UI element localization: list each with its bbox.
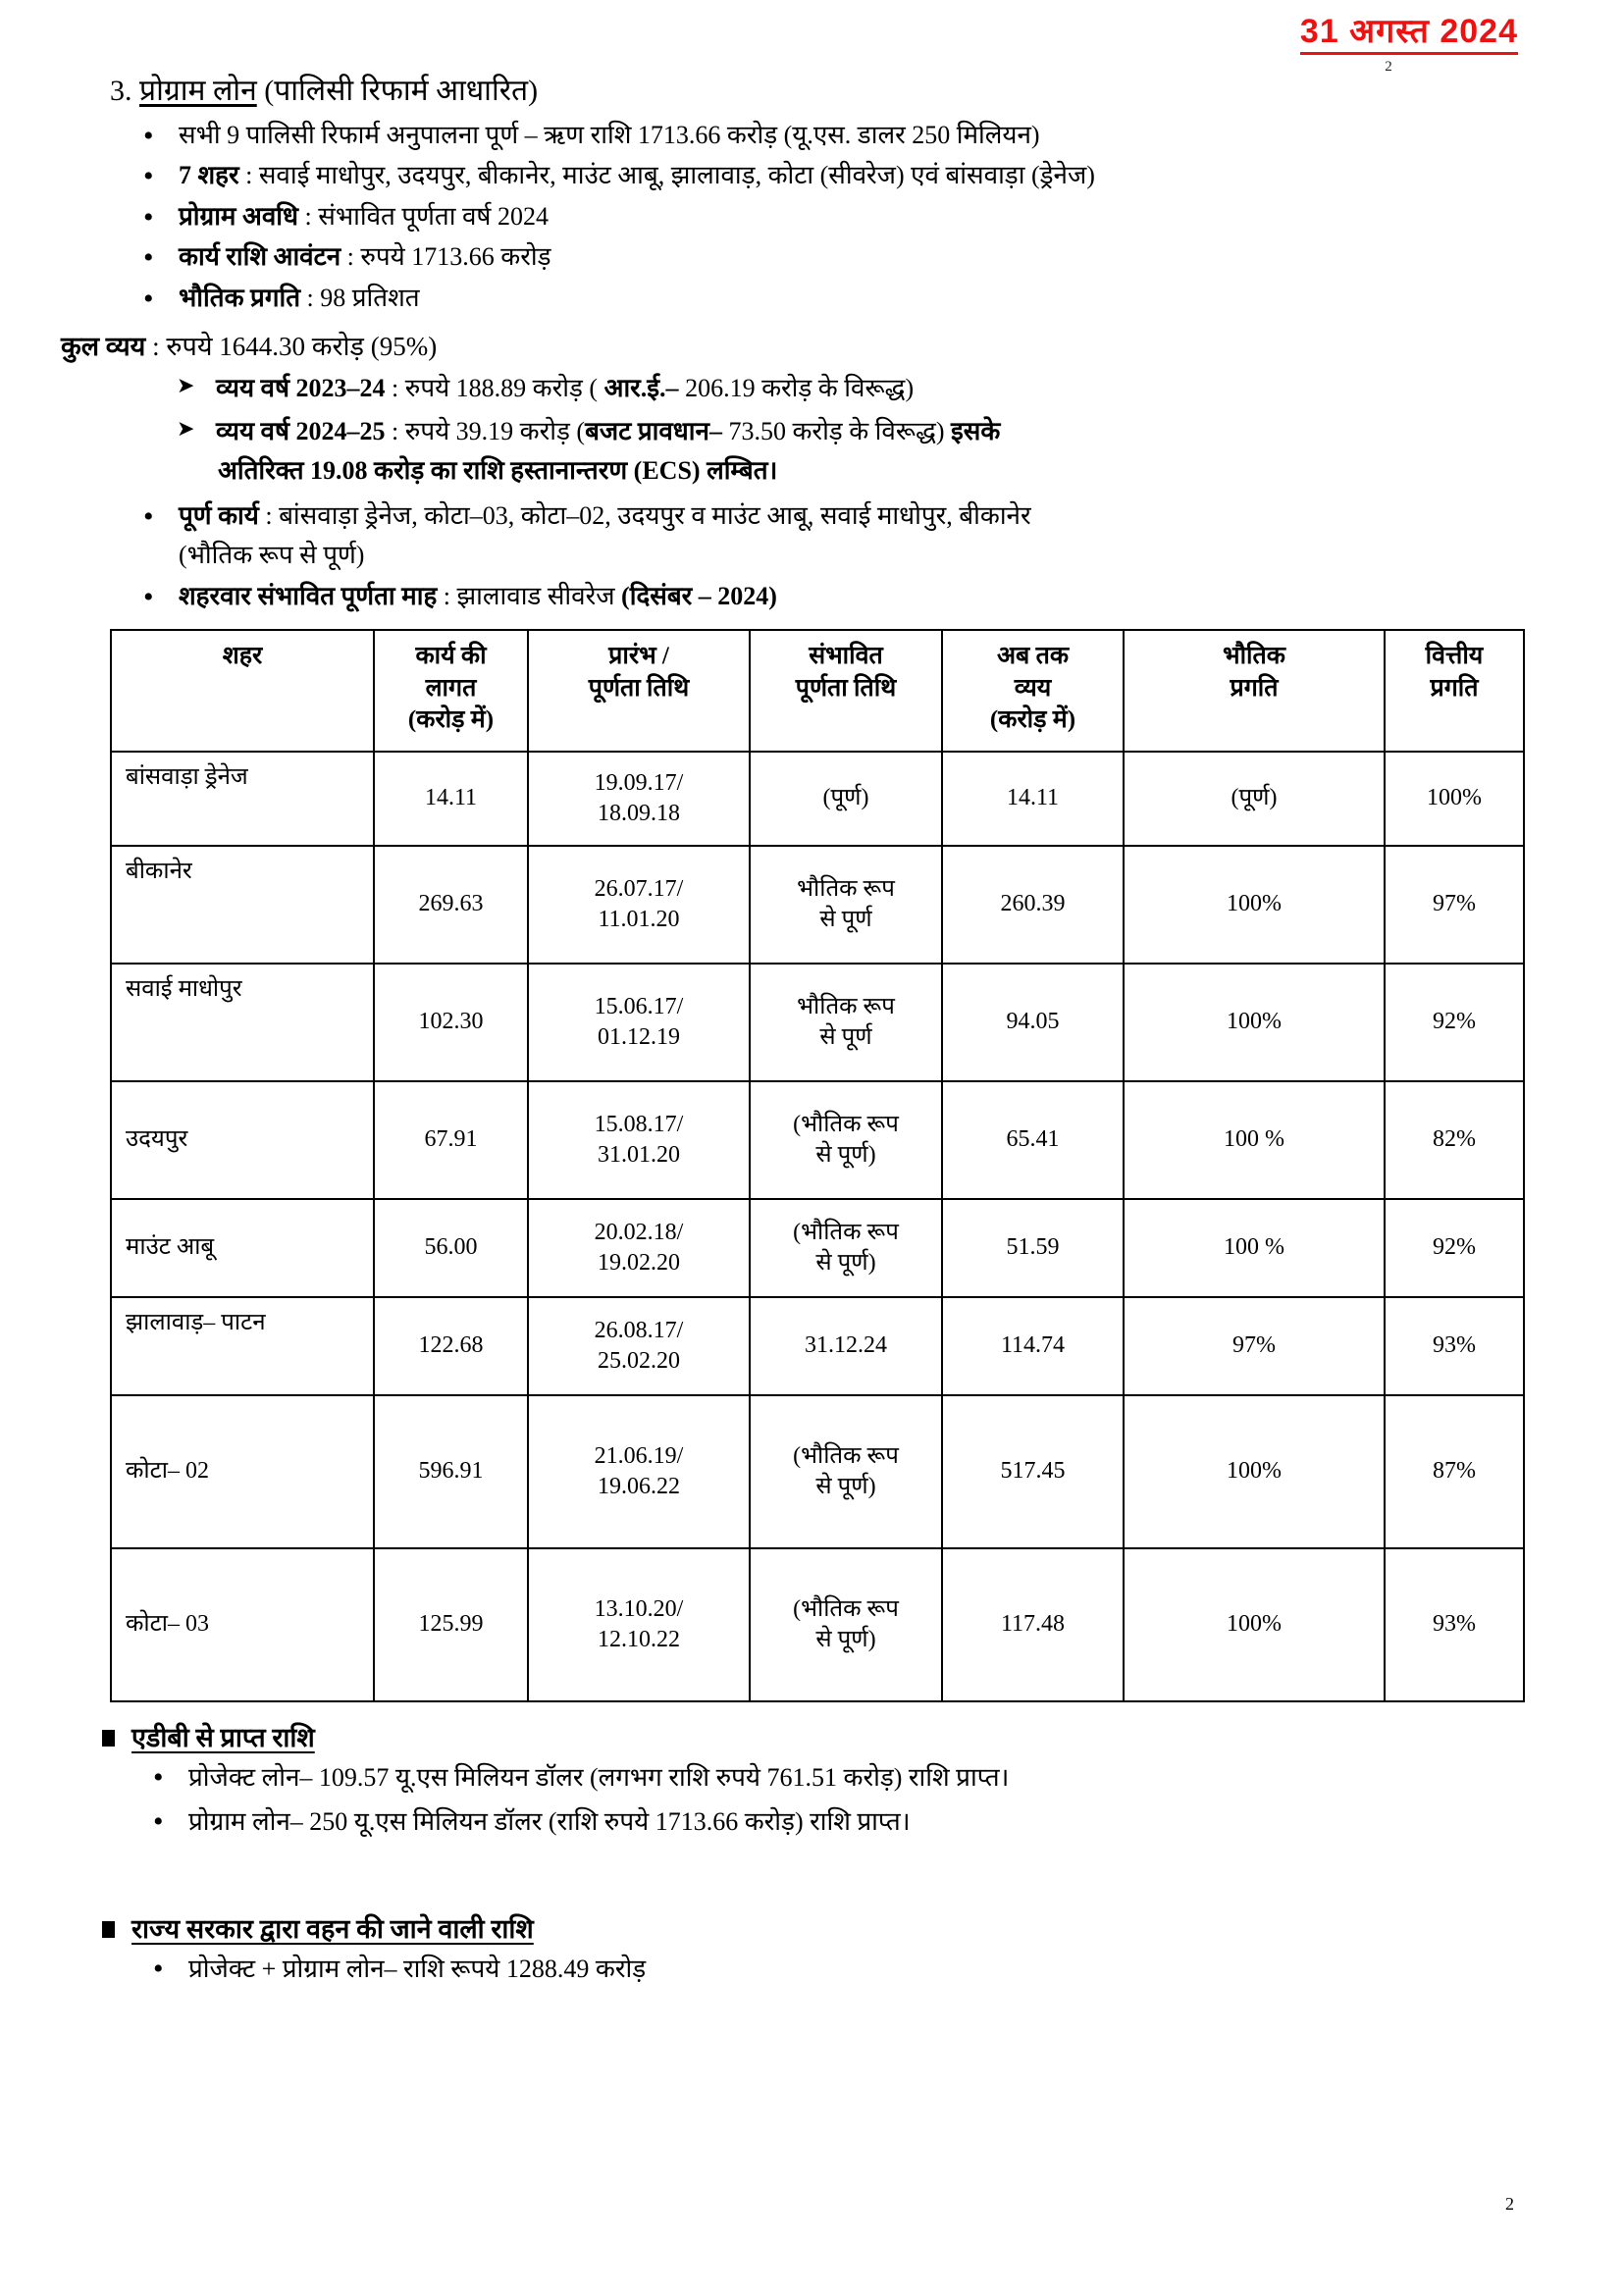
cell-physical: 100%	[1124, 846, 1385, 964]
cell-line: 12.10.22	[598, 1627, 680, 1653]
list-item	[135, 279, 1624, 318]
cell-cost: 56.00	[374, 1199, 528, 1297]
table-row	[111, 752, 1524, 846]
footer-heading-adb	[98, 1718, 1624, 1754]
cell-line: से पूर्ण)	[815, 1250, 876, 1277]
cell-cost: 596.91	[374, 1395, 528, 1548]
cell-spent: 51.59	[942, 1199, 1124, 1297]
state-share-list	[0, 1950, 1624, 1988]
list-item	[135, 197, 1624, 236]
cell-expected	[750, 752, 942, 846]
cell-line: भौतिक रूप	[797, 875, 895, 902]
column-header-city	[111, 630, 374, 752]
bullet-text: : संभावित पूर्णता वर्ष 2024	[298, 201, 549, 231]
bullet-label: 7 शहर	[179, 161, 239, 190]
bullet-label: पूर्ण कार्य	[179, 501, 259, 531]
cell-line: (पूर्ण)	[822, 785, 869, 811]
year-expense-list	[0, 369, 1624, 492]
cell-cost: 14.11	[374, 752, 528, 846]
cell-cost: 125.99	[374, 1548, 528, 1701]
cell-city: कोटा– 03	[111, 1548, 374, 1701]
table-row	[111, 846, 1524, 964]
cell-line: भौतिक रूप	[797, 993, 895, 1019]
cell-line: से पूर्ण	[819, 907, 872, 933]
cell-cost: 67.91	[374, 1081, 528, 1199]
table-row	[111, 1395, 1524, 1548]
column-header-spent	[942, 630, 1124, 752]
total-expense-line	[61, 327, 1624, 367]
cell-line: (भौतिक रूप	[793, 1111, 899, 1137]
cell-financial: 92%	[1385, 964, 1524, 1081]
total-expense-label: कुल व्यय	[61, 332, 146, 362]
cell-physical: (पूर्ण)	[1124, 752, 1385, 846]
column-header-expected-date	[750, 630, 942, 752]
bullet-label: प्रोग्राम अवधि	[179, 201, 299, 231]
cell-financial: 97%	[1385, 846, 1524, 964]
column-header-start-end-date	[528, 630, 750, 752]
year-expense-continuation: अतिरिक्त 19.08 करोड़ का राशि हस्तानान्तरण (ECS) लम्बित।	[218, 456, 778, 486]
year-expense-label: व्यय वर्ष 2024–25	[216, 416, 386, 445]
cell-financial: 82%	[1385, 1081, 1524, 1199]
table-row	[111, 964, 1524, 1081]
cell-financial: 100%	[1385, 752, 1524, 846]
header-line: पूर्णता तिथि	[795, 674, 897, 702]
cell-physical: 100 %	[1124, 1199, 1385, 1297]
cell-expected	[750, 1548, 942, 1701]
cell-line: से पूर्ण)	[815, 1627, 876, 1653]
bullet-text: : झालावाड सीवरेज	[437, 581, 622, 610]
footer-heading-state-share	[98, 1909, 1624, 1946]
table-row	[111, 1297, 1524, 1395]
cell-expected	[750, 1395, 942, 1548]
cell-line: 26.07.17/	[594, 875, 684, 902]
footer-sections	[0, 1718, 1624, 1988]
cell-cost: 122.68	[374, 1297, 528, 1395]
cell-spent: 117.48	[942, 1548, 1124, 1701]
progress-table-wrapper	[110, 629, 1523, 1702]
cell-line: 19.02.20	[598, 1250, 680, 1277]
cell-financial: 93%	[1385, 1548, 1524, 1701]
bullet-text: : रुपये 1713.66 करोड़	[341, 242, 551, 272]
cell-line: 31.12.24	[805, 1332, 887, 1359]
cell-line: 18.09.18	[598, 801, 680, 827]
cell-line: 01.12.19	[598, 1024, 680, 1051]
table-row	[111, 1081, 1524, 1199]
header-line: कार्य की	[415, 643, 487, 670]
cell-line: से पूर्ण	[819, 1024, 872, 1051]
document-content	[0, 73, 1624, 1994]
cell-start-end	[528, 1548, 750, 1701]
year-expense-text-1: : रुपये 39.19 करोड़ (	[385, 416, 586, 445]
cell-line: (भौतिक रूप	[793, 1219, 899, 1245]
header-line: (करोड़ में)	[407, 706, 495, 734]
cell-spent: 114.74	[942, 1297, 1124, 1395]
year-expense-label: व्यय वर्ष 2023–24	[216, 373, 386, 402]
cell-physical: 100%	[1124, 964, 1385, 1081]
cell-financial: 92%	[1385, 1199, 1524, 1297]
cell-physical: 100%	[1124, 1395, 1385, 1548]
bullet-label: भौतिक प्रगति	[179, 283, 301, 312]
list-item	[173, 412, 1624, 492]
cell-start-end	[528, 752, 750, 846]
footer-page-number: 2	[1505, 2194, 1514, 2214]
cell-line: 15.08.17/	[594, 1111, 684, 1137]
cell-financial: 87%	[1385, 1395, 1524, 1548]
list-item	[135, 496, 1624, 574]
cell-start-end	[528, 1199, 750, 1297]
column-header-financial-progress	[1385, 630, 1524, 752]
header-line: अब तक	[996, 643, 1070, 670]
bullet-label: शहरवार संभावित पूर्णता माह	[179, 581, 438, 610]
cell-line: से पूर्ण)	[815, 1142, 876, 1169]
year-expense-bold-1: आर.ई.–	[603, 373, 679, 402]
cell-line: (भौतिक रूप	[793, 1595, 899, 1622]
header-line: व्यय	[1014, 674, 1052, 702]
cell-city: कोटा– 02	[111, 1395, 374, 1548]
cell-line: 20.02.18/	[594, 1219, 684, 1245]
cell-spent: 14.11	[942, 752, 1124, 846]
list-item: • प्रोग्राम लोन– 250 यू.एस मिलियन डॉलर (राशि रुपये 1713.66 करोड़) राशि प्राप्त।	[147, 1802, 1624, 1841]
header-date: 31 अगस्त 2024	[1300, 14, 1518, 55]
cell-spent: 65.41	[942, 1081, 1124, 1199]
footer-heading-text: राज्य सरकार द्वारा वहन की जाने वाली राशि	[131, 1914, 534, 1945]
header-line: प्रारंभ /	[608, 643, 669, 670]
column-header-cost	[374, 630, 528, 752]
bullet-text: : बांसवाड़ा ड्रेनेज, कोटा–03, कोटा–02, उदयपुर व माउंट आबू, सवाई माधोपुर, बीकानेर	[258, 501, 1031, 531]
bullet-continuation: (भौतिक रूप से पूर्ण)	[179, 540, 365, 569]
cell-start-end	[528, 846, 750, 964]
section-number: 3.	[110, 75, 139, 107]
cell-line: (भौतिक रूप	[793, 1442, 899, 1469]
header-line: प्रगति	[1230, 674, 1279, 702]
list-item	[135, 577, 1624, 616]
cell-expected	[750, 1297, 942, 1395]
cell-line: 11.01.20	[598, 907, 680, 933]
secondary-bullet-list	[0, 496, 1624, 615]
cell-cost: 102.30	[374, 964, 528, 1081]
cell-physical: 100%	[1124, 1548, 1385, 1701]
table-header-row	[111, 630, 1524, 752]
cell-cost: 269.63	[374, 846, 528, 964]
bullet-text: : 98 प्रतिशत	[300, 283, 420, 312]
cell-line: से पूर्ण)	[815, 1474, 876, 1500]
section-title-rest: (पालिसी रिफार्म आधारित)	[256, 75, 539, 107]
cell-start-end	[528, 1395, 750, 1548]
list-item	[135, 237, 1624, 277]
section-spacer	[0, 1847, 1624, 1900]
cell-spent: 517.45	[942, 1395, 1124, 1548]
cell-city: उदयपुर	[111, 1081, 374, 1199]
header-line: भौतिक	[1223, 643, 1285, 670]
cell-start-end	[528, 1081, 750, 1199]
header-line: संभावित	[809, 643, 883, 670]
cell-line: 25.02.20	[598, 1348, 680, 1375]
document-header	[1300, 14, 1518, 76]
column-header-physical-progress	[1124, 630, 1385, 752]
cell-start-end	[528, 1297, 750, 1395]
header-line: लागत	[425, 674, 477, 702]
table-body	[111, 752, 1524, 1701]
cell-city: बीकानेर	[111, 846, 374, 964]
header-line: पूर्णता तिथि	[588, 674, 690, 702]
cell-city: झालावाड़– पाटन	[111, 1297, 374, 1395]
header-page-number: 2	[1385, 58, 1392, 75]
cell-city: बांसवाड़ा ड्रेनेज	[111, 752, 374, 846]
cell-expected	[750, 964, 942, 1081]
cell-physical: 100 %	[1124, 1081, 1385, 1199]
header-line: (करोड़ में)	[989, 706, 1076, 734]
list-item: • प्रोजेक्ट + प्रोग्राम लोन– राशि रूपये 1288.49 करोड़	[147, 1950, 1624, 1988]
cell-financial: 93%	[1385, 1297, 1524, 1395]
table-row	[111, 1199, 1524, 1297]
cell-line: 21.06.19/	[594, 1442, 684, 1469]
list-item: • प्रोजेक्ट लोन– 109.57 यू.एस मिलियन डॉलर (लगभग राशि रुपये 761.51 करोड़) राशि प्राप्त।	[147, 1758, 1624, 1797]
header-line: प्रगति	[1430, 674, 1479, 702]
adb-amount-list	[0, 1758, 1624, 1841]
year-expense-bold-2: इसके	[951, 416, 1001, 445]
cell-expected	[750, 846, 942, 964]
section-heading	[110, 73, 1624, 110]
header-line: शहर	[222, 643, 263, 670]
cell-city: सवाई माधोपुर	[111, 964, 374, 1081]
list-item	[135, 156, 1624, 195]
progress-table	[110, 629, 1525, 1702]
bullet-label: कार्य राशि आवंटन	[179, 242, 341, 272]
year-expense-text-2: 206.19 करोड़ के विरूद्ध)	[678, 373, 915, 402]
list-item	[173, 369, 1624, 408]
footer-heading-text: एडीबी से प्राप्त राशि	[131, 1723, 315, 1753]
header-line: वित्तीय	[1425, 643, 1484, 670]
cell-start-end	[528, 964, 750, 1081]
main-bullet-list	[0, 116, 1624, 318]
cell-line: 19.09.17/	[594, 769, 684, 796]
cell-spent: 94.05	[942, 964, 1124, 1081]
cell-line: 15.06.17/	[594, 993, 684, 1019]
year-expense-bold-1: बजट प्रावधान–	[585, 416, 722, 445]
cell-line: 13.10.20/	[594, 1595, 684, 1622]
year-expense-text-1: : रुपये 188.89 करोड़ (	[385, 373, 604, 402]
cell-expected	[750, 1081, 942, 1199]
cell-line: 19.06.22	[598, 1474, 680, 1500]
year-expense-text-2: 73.50 करोड़ के विरूद्ध)	[721, 416, 952, 445]
table-row	[111, 1548, 1524, 1701]
cell-line: 31.01.20	[598, 1142, 680, 1169]
bullet-text: : सवाई माधोपुर, उदयपुर, बीकानेर, माउंट आबू, झालावाड़, कोटा (सीवरेज) एवं बांसवाड़ा (ड्रेनेज)	[238, 161, 1095, 190]
list-item	[135, 116, 1624, 155]
table-header	[111, 630, 1524, 752]
cell-physical: 97%	[1124, 1297, 1385, 1395]
bullet-bold-tail: (दिसंबर – 2024)	[621, 581, 777, 610]
bullet-text: सभी 9 पालिसी रिफार्म अनुपालना पूर्ण – ऋण राशि 1713.66 करोड़ (यू.एस. डालर 250 मिलियन)	[179, 120, 1040, 149]
total-expense-value: : रुपये 1644.30 करोड़ (95%)	[145, 332, 438, 362]
cell-expected	[750, 1199, 942, 1297]
section-title-underlined: प्रोग्राम लोन	[139, 75, 257, 107]
cell-city: माउंट आबू	[111, 1199, 374, 1297]
cell-line: 26.08.17/	[594, 1317, 684, 1343]
cell-spent: 260.39	[942, 846, 1124, 964]
